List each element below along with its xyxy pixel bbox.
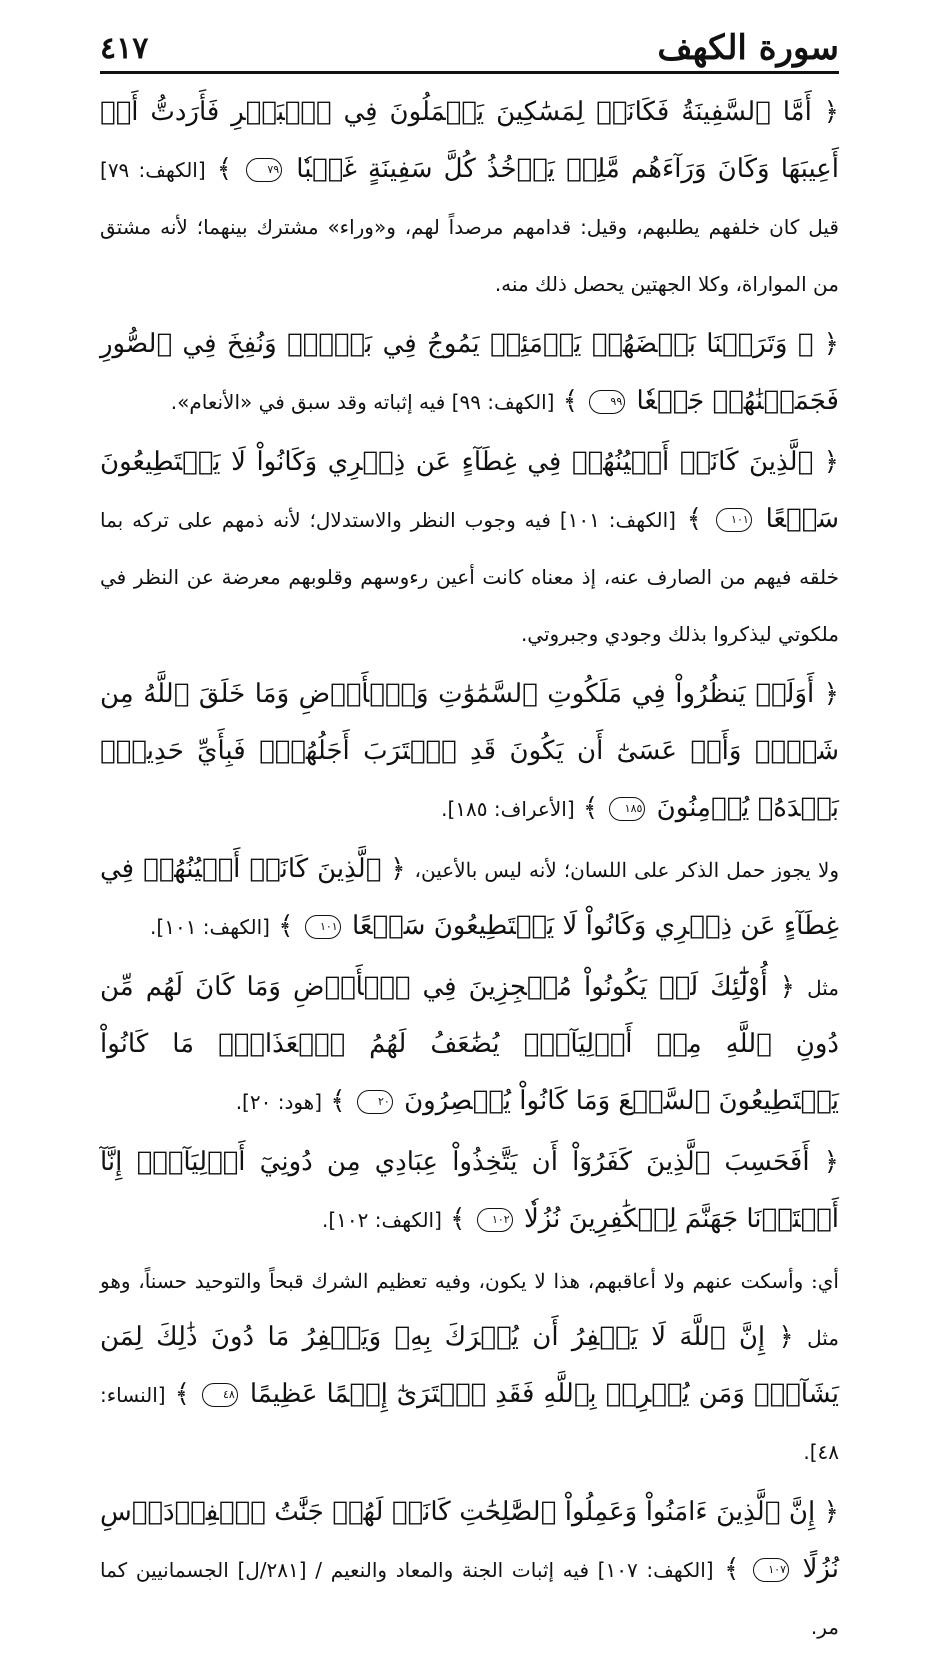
commentary-text: [الكهف: ٩٩] فيه إثباته وقد سبق في «الأنعام». <box>170 390 555 414</box>
close-bracket: ﴾ <box>724 1554 740 1584</box>
surah-title: سورة الكهف <box>657 28 839 68</box>
commentary-text: [الكهف: ١٠١] فيه وجوب النظر والاستدلال؛ لأنه ذمهم على تركه بما خلقه فيهم من الصارف عنه، إذ معناه كانت أعين رءوسهم وقلوبهم معرضة عن النظر في ملكوتي ليذكروا بذلك وجودي وجبروتي. <box>100 508 839 646</box>
verse-reference: [الأعراف: ١٨٥]. <box>441 797 575 821</box>
ayah-number-marker: ٤٨ <box>202 1383 238 1407</box>
open-bracket: ﴿ <box>778 1322 794 1352</box>
quran-verse-text: ٱلَّذِينَ كَانَتۡ أَعۡيُنُهُمۡ فِي غِطَآءٍ عَن ذِكۡرِي وَكَانُواْ لَا يَسۡتَطِيعُونَ سَمۡعًا <box>100 447 840 534</box>
open-bracket: ﴿ <box>823 329 839 359</box>
quran-verse-text: أَمَّا ٱلسَّفِينَةُ فَكَانَتۡ لِمَسَٰكِينَ يَعۡمَلُونَ فِي ٱلۡبَحۡرِ فَأَرَدتُّ أَنۡ أَعِيبَهَا وَكَانَ وَرَآءَهُم مَّلِكٞ يَأۡخُذُ كُلَّ سَفِينَةٍ غَصۡبٗا <box>100 97 840 184</box>
close-bracket: ﴾ <box>216 154 233 184</box>
commentary-text: [الكهف: ٧٩] قيل كان خلفهم يطلبهم، وقيل: قدامهم مرصداً لهم، و«وراء» مشترك بينهما؛ لأنه مشتق من المواراة، وكلا الجهتين يحصل ذلك منه. <box>100 158 839 296</box>
commentary-text: مثل <box>807 976 840 1000</box>
close-bracket: ﴾ <box>278 911 294 941</box>
ayah-number-marker: ١٠١ <box>716 508 752 532</box>
verse-paragraph <box>100 434 839 662</box>
quran-verse-text: أُوْلَٰٓئِكَ لَمۡ يَكُونُواْ مُعۡجِزِينَ فِي ٱلۡأَرۡضِ وَمَا كَانَ لَهُم مِّن دُونِ ٱللَّهِ مِنۡ أَوۡلِيَآءَۘ يُضَٰعَفُ لَهُمُ ٱلۡعَذَابُۚ مَا كَانُواْ يَسۡتَطِيعُونَ ٱلسَّمۡعَ وَمَا كَانُواْ يُبۡصِرُونَ <box>100 972 839 1116</box>
close-bracket: ﴾ <box>686 504 702 534</box>
verse-paragraph <box>100 316 839 430</box>
quran-verse-text: ٱلَّذِينَ كَانَتۡ أَعۡيُنُهُمۡ فِي غِطَآءٍ عَن ذِكۡرِي وَكَانُواْ لَا يَسۡتَطِيعُونَ سَمۡعًا <box>100 854 839 941</box>
close-bracket: ﴾ <box>450 1204 466 1234</box>
mixed-paragraph <box>100 959 839 1130</box>
ayah-number-marker: ٩٩ <box>589 390 625 414</box>
verse-paragraph <box>100 84 839 312</box>
mixed-paragraph <box>100 1252 839 1480</box>
quran-verse-text: ۞ وَتَرَكۡنَا بَعۡضَهُمۡ يَوۡمَئِذٖ يَمُوجُ فِي بَعۡضٖۖ وَنُفِخَ فِي ٱلصُّورِ فَجَمَعۡنَٰهُمۡ جَمۡعٗا <box>100 329 839 416</box>
open-bracket: ﴿ <box>823 1497 839 1527</box>
header-divider <box>100 71 839 74</box>
page-body <box>100 84 839 1659</box>
quran-verse-text: أَوَلَمۡ يَنظُرُواْ فِي مَلَكُوتِ ٱلسَّمَٰوَٰتِ وَٱلۡأَرۡضِ وَمَا خَلَقَ ٱللَّهُ مِن شَيۡءٖ وَأَنۡ عَسَىٰٓ أَن يَكُونَ قَدِ ٱقۡتَرَبَ أَجَلُهُمۡۖ فَبِأَيِّ حَدِيثِۭ بَعۡدَهُۥ يُؤۡمِنُونَ <box>100 679 839 823</box>
ayah-number-marker: ٢٠ <box>357 1090 393 1114</box>
close-bracket: ﴾ <box>562 386 578 416</box>
quran-verse-text: أَفَحَسِبَ ٱلَّذِينَ كَفَرُوٓاْ أَن يَتَّخِذُواْ عِبَادِي مِن دُونِيٓ أَوۡلِيَآءَۚ إِنَّآ أَعۡتَدۡنَا جَهَنَّمَ لِلۡكَٰفِرِينَ نُزُلٗا <box>100 1147 839 1234</box>
close-bracket: ﴾ <box>582 793 599 823</box>
open-bracket: ﴿ <box>390 854 406 884</box>
quran-verse-text: إِنَّ ٱللَّهَ لَا يَغۡفِرُ أَن يُشۡرَكَ بِهِۦ وَيَغۡفِرُ مَا دُونَ ذَٰلِكَ لِمَن يَشَآءُۚ وَمَن يُشۡرِكۡ بِٱللَّهِ فَقَدِ ٱفۡتَرَىٰٓ إِثۡمًا عَظِيمًا <box>100 1322 840 1409</box>
open-bracket: ﴿ <box>823 97 840 127</box>
ayah-number-marker: ١٨٥ <box>609 797 645 821</box>
open-bracket: ﴿ <box>779 972 796 1002</box>
page-number: ٤١٧ <box>100 31 149 66</box>
verse-reference: [النساء: ٤٨]. <box>100 1383 839 1464</box>
ayah-number-marker: ١٠٧ <box>753 1558 789 1582</box>
verse-reference: [هود: ٢٠]. <box>235 1090 323 1114</box>
ayah-number-marker: ٧٩ <box>246 158 282 182</box>
verse-reference: [الكهف: ١٠٢]. <box>321 1208 442 1232</box>
close-bracket: ﴾ <box>330 1086 346 1116</box>
ayah-number-marker: ١٠٢ <box>477 1208 513 1232</box>
verse-paragraph <box>100 666 839 837</box>
verse-paragraph <box>100 1134 839 1248</box>
quran-verse-text: إِنَّ ٱلَّذِينَ ءَامَنُواْ وَعَمِلُواْ ٱلصَّٰلِحَٰتِ كَانَتۡ لَهُمۡ جَنَّٰتُ ٱلۡفِرۡدَوۡسِ نُزُلًا <box>100 1497 840 1584</box>
verse-paragraph <box>100 1484 839 1655</box>
open-bracket: ﴿ <box>823 1147 839 1177</box>
verse-reference: [الكهف: ١٠١]. <box>150 915 270 939</box>
commentary-text: ولا يجوز حمل الذكر على اللسان؛ لأنه ليس بالأعين، <box>414 858 840 882</box>
open-bracket: ﴿ <box>823 447 839 477</box>
mixed-paragraph <box>100 841 839 955</box>
commentary-text: أي: وأسكت عنهم ولا أعاقبهم، هذا لا يكون، وفيه تعظيم الشرك قبحاً والتوحيد حسناً، وهو مثل <box>100 1269 839 1350</box>
commentary-text: [الكهف: ١٠٧] فيه إثبات الجنة والمعاد والنعيم / [٢٨١/ل] الجسمانيين كما مر. <box>100 1558 839 1639</box>
close-bracket: ﴾ <box>174 1379 190 1409</box>
open-bracket: ﴿ <box>823 679 839 709</box>
ayah-number-marker: ١٠١ <box>305 915 341 939</box>
page-header <box>100 22 839 74</box>
